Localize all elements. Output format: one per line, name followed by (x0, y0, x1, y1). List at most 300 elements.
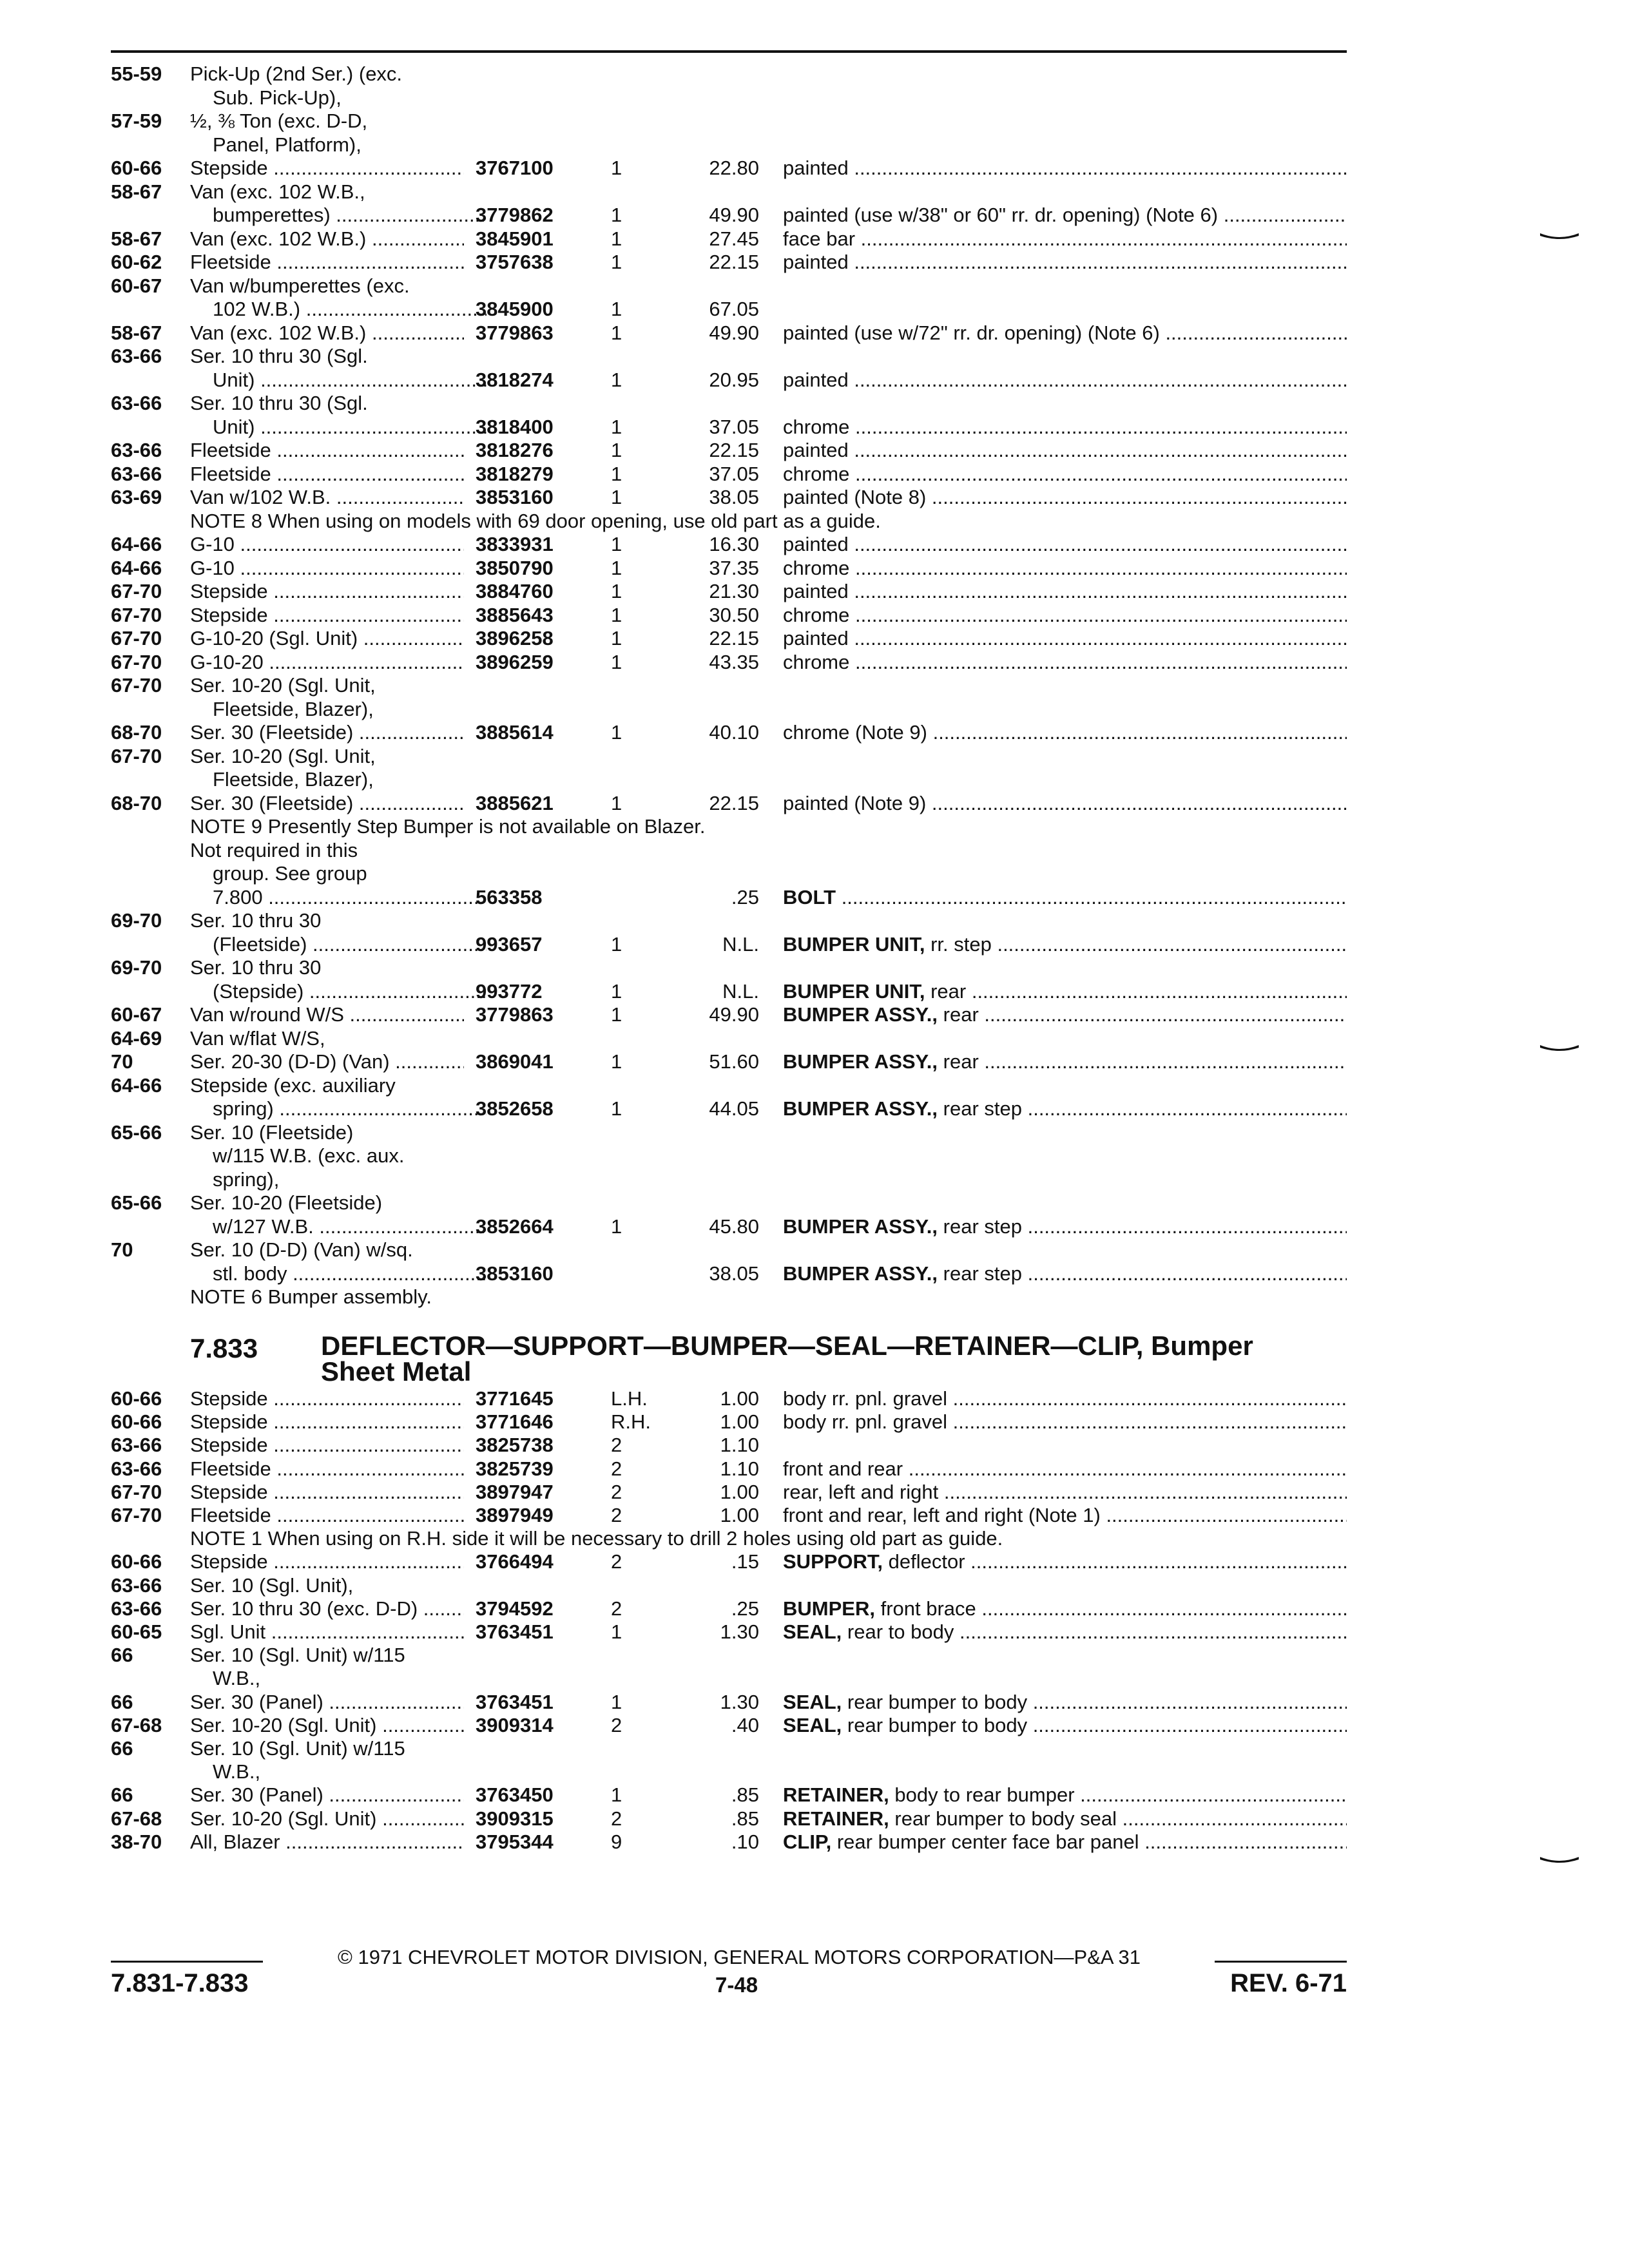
model-description: Stepside ..... (190, 1550, 464, 1573)
quantity: 2 (611, 1434, 622, 1457)
quantity: 1 (611, 556, 622, 579)
part-name-text: body rr. pnl. gravel (783, 1410, 948, 1434)
part-number: 3909315 (476, 1807, 554, 1830)
quantity: 1 (611, 157, 622, 179)
part-name-text: rear step (943, 1215, 1022, 1238)
part-name (783, 932, 1347, 956)
model-description: Ser. 10 (Sgl. Unit), (190, 1573, 354, 1597)
note-text: NOTE 8 When using on models with 69 door opening, use old part as a guide. (190, 509, 881, 532)
model-description: Fleetside ..... (190, 438, 464, 462)
model-description: ½, ⅜ Ton (exc. D-D, (190, 110, 368, 132)
part-number: 3763450 (476, 1783, 554, 1807)
quantity: 1 (611, 650, 622, 673)
part-name-bold: BUMPER ASSY., (783, 1262, 938, 1285)
part-name-bold: SEAL, (783, 1690, 842, 1713)
part-name-text: painted (783, 157, 849, 179)
model-description: Stepside ..... (190, 1410, 464, 1434)
part-name-text: rear bumper to body seal (894, 1807, 1117, 1830)
model-description-cont: W.B., (213, 1760, 261, 1783)
quantity: 1 (611, 251, 622, 273)
price: N.L. (722, 932, 759, 956)
price: 37.05 (709, 462, 759, 485)
model-years: 60-67 (111, 274, 162, 297)
price: 22.15 (709, 627, 759, 649)
model-years: 60-66 (111, 1550, 162, 1573)
model-years: 67-70 (111, 627, 162, 649)
part-number: 3884760 (476, 580, 554, 602)
part-name (783, 438, 1347, 462)
model-years: 64-66 (111, 556, 162, 579)
quantity: 9 (611, 1830, 622, 1853)
price: 37.35 (709, 556, 759, 579)
model-years: 38-70 (111, 1830, 162, 1853)
price: 22.15 (709, 439, 759, 461)
part-name-bold: BUMPER ASSY., (783, 1050, 938, 1073)
part-name-bold: BUMPER ASSY., (783, 1097, 938, 1120)
quantity: 1 (611, 486, 622, 508)
model-description: Stepside ..... (190, 1433, 464, 1457)
part-name-text: painted (Note 8) (783, 486, 927, 508)
part-name (783, 1097, 1347, 1120)
part-number: 3818274 (476, 368, 554, 391)
part-name-text: rear step (943, 1262, 1022, 1285)
model-years: 67-70 (111, 744, 162, 767)
part-name-text: rear step (943, 1097, 1022, 1120)
part-number: 3818279 (476, 462, 554, 485)
part-name-text: rear (930, 979, 967, 1003)
price: 38.05 (709, 1262, 759, 1285)
quantity: 2 (611, 1713, 622, 1736)
model-years: 63-66 (111, 392, 162, 414)
price: 1.30 (720, 1620, 759, 1643)
quantity: 1 (611, 321, 622, 344)
model-years: 57-59 (111, 110, 162, 132)
price: 40.10 (709, 721, 759, 744)
model-description: Van (exc. 102 W.B.) ..... (190, 321, 464, 345)
price: 43.35 (709, 650, 759, 673)
part-name (783, 368, 1347, 392)
model-years: 70 (111, 1050, 133, 1073)
model-years: 67-70 (111, 580, 162, 602)
footer-copyright: © 1971 CHEVROLET MOTOR DIVISION, GENERAL MOTORS CORPORATION—P&A 31 (338, 1946, 1141, 1968)
part-name-text: painted (use w/38" or 60" rr. dr. opening) (Note 6) (783, 204, 1219, 226)
quantity: 2 (611, 1504, 622, 1526)
part-name (783, 885, 1347, 909)
part-name (783, 156, 1347, 180)
quantity: 1 (611, 580, 622, 602)
part-name-bold: BUMPER, (783, 1597, 875, 1620)
quantity: 1 (611, 1003, 622, 1026)
model-description: Van w/102 W.B. ..... (190, 485, 464, 509)
quantity: L.H. (611, 1387, 648, 1410)
note-text: NOTE 9 Presently Step Bumper is not available on Blazer. (190, 815, 706, 838)
model-description: Ser. 10-20 (Sgl. Unit, (190, 674, 376, 697)
quantity: 1 (611, 533, 622, 555)
part-name-bold: RETAINER, (783, 1807, 889, 1830)
quantity: 2 (611, 1550, 622, 1573)
top-rule (111, 50, 1347, 53)
model-description: Ser. 10 thru 30 (exc. D-D) ..... (190, 1597, 464, 1620)
model-years: 60-66 (111, 1410, 162, 1434)
model-years: 64-66 (111, 1073, 162, 1097)
part-number: 3818276 (476, 439, 554, 461)
price: N.L. (722, 979, 759, 1003)
model-years: 64-69 (111, 1026, 162, 1050)
price: 49.90 (709, 204, 759, 226)
part-name-bold: RETAINER, (783, 1783, 889, 1807)
part-name-text: deflector (888, 1550, 965, 1573)
part-name-text: front and rear, left and right (Note 1) (783, 1504, 1101, 1526)
part-number: 3779862 (476, 204, 554, 226)
part-name-text: painted (783, 368, 849, 391)
price: 22.15 (709, 791, 759, 814)
model-description: Stepside ..... (190, 603, 464, 627)
price: 38.05 (709, 486, 759, 508)
price: 27.45 (709, 227, 759, 250)
part-name (783, 321, 1347, 345)
price: 1.00 (720, 1387, 759, 1410)
part-name (783, 532, 1347, 556)
part-name (783, 1830, 1347, 1854)
model-years: 58-67 (111, 321, 162, 344)
part-name (783, 1480, 1347, 1504)
price: 37.05 (709, 415, 759, 438)
part-name (783, 650, 1347, 674)
model-years: 70 (111, 1238, 133, 1261)
part-number: 3766494 (476, 1550, 554, 1573)
part-name (783, 626, 1347, 650)
part-name-text: front brace (880, 1597, 976, 1620)
price: 49.90 (709, 1003, 759, 1026)
part-number: 3757638 (476, 251, 554, 273)
part-name-text: chrome (Note 9) (783, 721, 927, 744)
model-years: 65-66 (111, 1120, 162, 1144)
model-description-cont: Sub. Pick-Up), (213, 86, 342, 109)
part-name (783, 1262, 1347, 1285)
model-description: Stepside ..... (190, 579, 464, 603)
part-number: 3763451 (476, 1690, 554, 1713)
part-name-text: chrome (783, 462, 850, 485)
part-name-text: rear, left and right (783, 1480, 939, 1503)
price: 44.05 (709, 1097, 759, 1120)
part-name (783, 1050, 1347, 1073)
part-number: 3833931 (476, 533, 554, 555)
model-description: Fleetside ..... (190, 462, 464, 486)
model-description: All, Blazer ..... (190, 1830, 464, 1854)
price: 67.05 (709, 298, 759, 320)
model-years: 65-66 (111, 1191, 162, 1214)
model-years: 66 (111, 1737, 133, 1760)
model-years: 66 (111, 1690, 133, 1713)
model-years: 60-67 (111, 1003, 162, 1026)
model-years: 67-70 (111, 1504, 162, 1526)
part-number: 3795344 (476, 1830, 554, 1853)
quantity: 1 (611, 791, 622, 814)
part-number: 3825739 (476, 1457, 554, 1480)
part-name (783, 1410, 1347, 1434)
price: .40 (731, 1713, 759, 1736)
footer-page-number: 7-48 (715, 1973, 758, 1997)
footer-revision: REV. 6-71 (1230, 1969, 1347, 1997)
quantity: 2 (611, 1807, 622, 1830)
part-name (783, 1807, 1347, 1831)
part-name-text: body rr. pnl. gravel (783, 1387, 948, 1410)
part-name-text: rear (943, 1003, 979, 1026)
price: 49.90 (709, 321, 759, 344)
price: 16.30 (709, 533, 759, 555)
model-years: 55-59 (111, 62, 162, 85)
model-years: 63-66 (111, 1573, 162, 1597)
change-mark-2 (1540, 1044, 1579, 1053)
footer-rule-left (111, 1961, 263, 1963)
model-years: 60-66 (111, 1387, 162, 1410)
part-name-text: chrome (783, 556, 850, 579)
part-name-text: painted (783, 533, 849, 555)
part-number: 3852658 (476, 1097, 554, 1120)
part-name-text: painted (783, 627, 849, 649)
model-years: 67-68 (111, 1807, 162, 1830)
part-number: 3909314 (476, 1713, 554, 1736)
part-name-bold: BUMPER ASSY., (783, 1215, 938, 1238)
part-number: 3896259 (476, 650, 554, 673)
model-description: G-10 ..... (190, 556, 464, 580)
quantity: 1 (611, 204, 622, 226)
price: 51.60 (709, 1050, 759, 1073)
part-number: 3771646 (476, 1410, 554, 1434)
model-description-cont: stl. body ..... (213, 1262, 487, 1285)
model-description: Van w/flat W/S, (190, 1026, 325, 1050)
part-number: 3885614 (476, 721, 554, 744)
model-description: Ser. 30 (Panel) ..... (190, 1783, 464, 1807)
model-years: 64-66 (111, 533, 162, 555)
part-number: 563358 (476, 885, 543, 908)
model-description: Sgl. Unit ..... (190, 1620, 464, 1644)
part-name (783, 485, 1347, 509)
part-number: 3852664 (476, 1215, 554, 1238)
change-mark-3 (1540, 1856, 1579, 1865)
part-number: 993657 (476, 932, 543, 956)
quantity: 1 (611, 368, 622, 391)
part-name-text: front and rear (783, 1457, 903, 1480)
part-name (783, 1503, 1347, 1527)
part-number: 3896258 (476, 627, 554, 649)
model-description: Van (exc. 102 W.B.) ..... (190, 227, 464, 251)
part-name-text: rear to body (847, 1620, 954, 1643)
model-years: 63-66 (111, 1597, 162, 1620)
part-name (783, 603, 1347, 627)
part-name-text: painted (783, 580, 849, 602)
model-description: Ser. 20-30 (D-D) (Van) ..... (190, 1050, 464, 1073)
part-number: 3767100 (476, 157, 554, 179)
model-years: 63-66 (111, 1434, 162, 1457)
quantity: 1 (611, 415, 622, 438)
model-years: 66 (111, 1783, 133, 1807)
model-years: 60-62 (111, 251, 162, 273)
part-number: 3845900 (476, 298, 554, 320)
model-description: Ser. 10 (Sgl. Unit) w/115 (190, 1737, 405, 1760)
part-name-bold: CLIP, (783, 1830, 832, 1853)
model-years: 67-68 (111, 1713, 162, 1736)
model-years: 63-66 (111, 345, 162, 367)
model-description: Fleetside ..... (190, 1457, 464, 1481)
model-years: 67-70 (111, 674, 162, 697)
model-description-cont: Fleetside, Blazer), (213, 768, 374, 791)
part-name-bold: BUMPER ASSY., (783, 1003, 938, 1026)
model-description-cont: 102 W.B.) ..... (213, 297, 487, 321)
model-description: Ser. 10 thru 30 (190, 909, 322, 932)
model-description-cont: Unit) ..... (213, 368, 487, 392)
part-name-bold: SEAL, (783, 1713, 842, 1736)
model-description: Ser. 30 (Fleetside) ..... (190, 720, 464, 744)
part-name-bold: BUMPER UNIT, (783, 932, 925, 956)
model-description: Van w/round W/S ..... (190, 1003, 464, 1026)
model-years: 67-70 (111, 603, 162, 626)
model-years: 60-66 (111, 157, 162, 179)
model-description: G-10 ..... (190, 532, 464, 556)
model-description: Pick-Up (2nd Ser.) (exc. (190, 62, 403, 85)
part-number: 3763451 (476, 1620, 554, 1643)
part-name-text: rear bumper center face bar panel (836, 1830, 1139, 1853)
model-description: Stepside ..... (190, 156, 464, 180)
quantity: R.H. (611, 1410, 651, 1434)
model-years: 68-70 (111, 791, 162, 814)
model-years: 66 (111, 1644, 133, 1667)
model-years: 63-66 (111, 439, 162, 461)
model-description: Ser. 10 (D-D) (Van) w/sq. (190, 1238, 413, 1261)
footer-rule-right (1215, 1961, 1347, 1963)
part-name-bold: SEAL, (783, 1620, 842, 1643)
model-description: G-10-20 (Sgl. Unit) ..... (190, 626, 464, 650)
model-description-cont: bumperettes) ..... (213, 203, 487, 227)
model-years: 60-65 (111, 1620, 162, 1643)
model-description-cont: W.B., (213, 1667, 261, 1690)
model-description-cont: Fleetside, Blazer), (213, 697, 374, 720)
part-name-text: chrome (783, 415, 850, 438)
price: 45.80 (709, 1215, 759, 1238)
quantity: 1 (611, 1215, 622, 1238)
part-number: 3794592 (476, 1597, 554, 1620)
section-title: DEFLECTOR—SUPPORT—BUMPER—SEAL—RETAINER—CLIP, Bumper Sheet Metal (321, 1331, 1253, 1387)
model-description-cont: w/127 W.B. ..... (213, 1215, 487, 1238)
price: .85 (731, 1783, 759, 1807)
part-number: 3771645 (476, 1387, 554, 1410)
price: 30.50 (709, 603, 759, 626)
model-description: Ser. 10 (Fleetside) (190, 1120, 354, 1144)
model-years: 63-69 (111, 486, 162, 508)
quantity: 1 (611, 627, 622, 649)
part-name (783, 1783, 1347, 1807)
part-number: 3885621 (476, 791, 554, 814)
part-number: 3779863 (476, 321, 554, 344)
model-description-cont: Unit) ..... (213, 415, 487, 439)
quantity: 1 (611, 439, 622, 461)
price: 1.30 (720, 1690, 759, 1713)
part-name (783, 1003, 1347, 1026)
model-description-cont: group. See group (213, 862, 367, 885)
model-description: Ser. 10-20 (Sgl. Unit) ..... (190, 1713, 464, 1737)
part-name-text: face bar (783, 227, 856, 250)
footer-section-range: 7.831-7.833 (111, 1969, 249, 1997)
model-description: Ser. 10-20 (Sgl. Unit, (190, 744, 376, 767)
part-name-text: painted (use w/72" rr. dr. opening) (Note 6) (783, 321, 1160, 344)
model-description: Fleetside ..... (190, 1503, 464, 1527)
part-name (783, 1597, 1347, 1620)
price: .25 (731, 1597, 759, 1620)
part-name-bold: BOLT (783, 885, 836, 908)
part-name (783, 415, 1347, 439)
part-name-text: chrome (783, 650, 850, 673)
part-name (783, 1550, 1347, 1573)
part-number: 3853160 (476, 486, 554, 508)
part-number: 3897949 (476, 1504, 554, 1526)
quantity: 1 (611, 227, 622, 250)
price: .25 (731, 885, 759, 908)
part-name (783, 462, 1347, 486)
model-years: 67-70 (111, 1480, 162, 1503)
model-years: 69-70 (111, 909, 162, 932)
model-description: Ser. 30 (Fleetside) ..... (190, 791, 464, 815)
part-name (783, 1713, 1347, 1737)
model-description: Ser. 10 (Sgl. Unit) w/115 (190, 1644, 405, 1667)
model-description: G-10-20 ..... (190, 650, 464, 674)
part-name (783, 1215, 1347, 1238)
part-name (783, 1457, 1347, 1481)
part-number: 3779863 (476, 1003, 554, 1026)
section-number: 7.833 (190, 1333, 258, 1363)
model-description-cont: w/115 W.B. (exc. aux. (213, 1144, 405, 1167)
model-description: Ser. 10-20 (Sgl. Unit) ..... (190, 1807, 464, 1831)
model-description: Ser. 30 (Panel) ..... (190, 1690, 464, 1714)
part-number: 3825738 (476, 1434, 554, 1457)
part-name (783, 791, 1347, 815)
part-name-text: painted (Note 9) (783, 791, 927, 814)
part-name (783, 1690, 1347, 1714)
part-name-bold: SUPPORT, (783, 1550, 883, 1573)
quantity: 1 (611, 932, 622, 956)
model-description: Ser. 10 thru 30 (Sgl. (190, 392, 368, 414)
model-description: Not required in this (190, 838, 358, 861)
part-number: 3845901 (476, 227, 554, 250)
price: 1.10 (720, 1457, 759, 1480)
quantity: 1 (611, 721, 622, 744)
part-name-text: painted (783, 439, 849, 461)
part-name (783, 1387, 1347, 1410)
note-text: NOTE 6 Bumper assembly. (190, 1285, 432, 1308)
price: .15 (731, 1550, 759, 1573)
part-name (783, 227, 1347, 251)
part-name-text: rear bumper to body (847, 1690, 1028, 1713)
model-years: 58-67 (111, 227, 162, 250)
model-years: 63-66 (111, 462, 162, 485)
price: 1.00 (720, 1480, 759, 1503)
part-number: 3850790 (476, 556, 554, 579)
quantity: 1 (611, 1620, 622, 1643)
price: .10 (731, 1830, 759, 1853)
model-description: Ser. 10-20 (Fleetside) (190, 1191, 383, 1214)
price: 21.30 (709, 580, 759, 602)
part-name (783, 579, 1347, 603)
price: 22.80 (709, 157, 759, 179)
part-name (783, 203, 1347, 227)
part-name-text: body to rear bumper (894, 1783, 1075, 1807)
model-years: 58-67 (111, 180, 162, 203)
quantity: 1 (611, 1050, 622, 1073)
model-description-cont: spring), (213, 1168, 280, 1191)
part-number: 3869041 (476, 1050, 554, 1073)
part-name-text: rear bumper to body (847, 1713, 1028, 1736)
quantity: 1 (611, 979, 622, 1003)
model-years: 63-66 (111, 1457, 162, 1480)
